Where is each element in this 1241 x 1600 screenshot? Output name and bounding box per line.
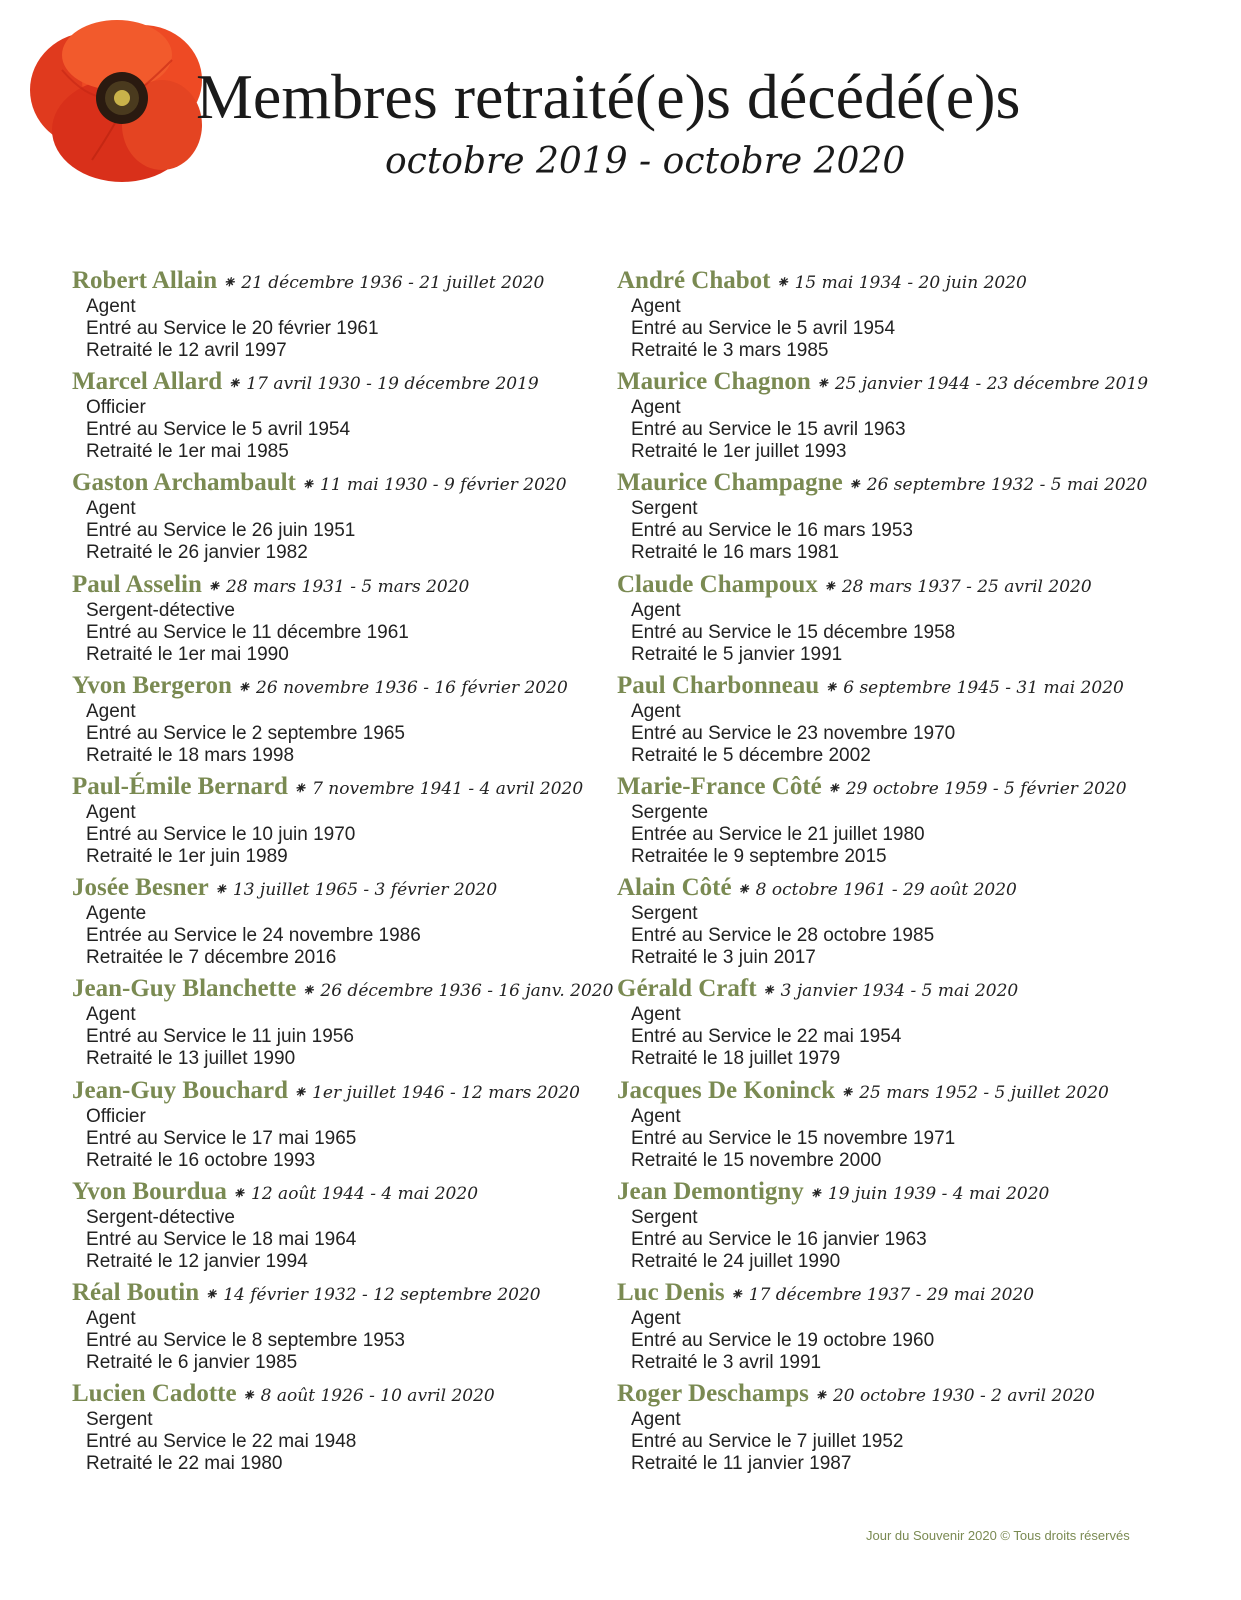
member-service-start: Entré au Service le 8 septembre 1953	[86, 1329, 405, 1351]
member-name: Jean-Guy Bouchard	[72, 1076, 289, 1104]
member-name: Jacques De Koninck	[617, 1076, 836, 1104]
member-service-start: Entré au Service le 16 mars 1953	[631, 520, 913, 542]
member-service-start: Entré au Service le 15 avril 1963	[631, 419, 906, 441]
member-name: Claude Champoux	[617, 570, 818, 598]
left-column	[72, 266, 642, 1480]
member-rank: Sergent	[86, 1409, 153, 1431]
member-header	[72, 570, 642, 600]
member-dates: ⁕ 26 décembre 1936 - 16 janv. 2020	[300, 981, 614, 1002]
member-entry	[617, 367, 1187, 468]
member-header	[72, 671, 642, 701]
member-rank: Agent	[631, 1409, 681, 1431]
member-entry	[72, 974, 642, 1075]
member-header	[72, 367, 642, 397]
member-rank: Sergente	[631, 801, 709, 823]
member-name: Marie-France Côté	[617, 772, 822, 800]
member-header	[72, 1177, 642, 1207]
page-title: Membres retraité(e)s décédé(e)s	[196, 61, 1021, 132]
member-entry	[72, 570, 642, 671]
member-rank: Agent	[86, 700, 136, 722]
member-service-start: Entré au Service le 15 novembre 1971	[631, 1127, 956, 1149]
member-retirement: Retraité le 16 mars 1981	[631, 542, 840, 564]
member-service-start: Entré au Service le 23 novembre 1970	[631, 722, 956, 744]
member-entry	[617, 1076, 1187, 1177]
member-entry	[617, 772, 1187, 873]
member-header	[72, 468, 642, 498]
member-entry	[617, 266, 1187, 367]
member-service-start: Entré au Service le 2 septembre 1965	[86, 722, 405, 744]
member-retirement: Retraité le 3 juin 2017	[631, 947, 816, 969]
page-subtitle: octobre 2019 - octobre 2020	[385, 141, 906, 182]
member-name: Yvon Bergeron	[72, 671, 232, 699]
member-dates: ⁕ 19 juin 1939 - 4 mai 2020	[808, 1183, 1050, 1204]
member-retirement: Retraité le 1er mai 1985	[86, 441, 289, 463]
member-dates: ⁕ 29 octobre 1959 - 5 février 2020	[826, 778, 1127, 799]
member-entry	[617, 873, 1187, 974]
member-dates: ⁕ 28 mars 1937 - 25 avril 2020	[822, 576, 1092, 597]
member-rank: Agent	[631, 1105, 681, 1127]
member-rank: Sergent	[631, 903, 698, 925]
member-dates: ⁕ 17 décembre 1937 - 29 mai 2020	[729, 1284, 1035, 1305]
member-rank: Agent	[86, 1307, 136, 1329]
member-rank: Officier	[86, 1105, 146, 1127]
member-entry	[617, 1278, 1187, 1379]
member-rank: Agent	[631, 1004, 681, 1026]
member-entry	[72, 266, 642, 367]
member-name: Gaston Archambault	[72, 469, 296, 497]
member-dates: ⁕ 6 septembre 1945 - 31 mai 2020	[823, 677, 1124, 698]
member-retirement: Retraité le 24 juillet 1990	[631, 1250, 841, 1272]
member-retirement: Retraité le 12 avril 1997	[86, 340, 287, 361]
member-name: Jean-Guy Blanchette	[72, 975, 297, 1003]
member-name: Paul Charbonneau	[617, 671, 820, 699]
member-retirement: Retraité le 13 juillet 1990	[86, 1048, 296, 1070]
member-name: Robert Allain	[72, 267, 218, 294]
member-dates: ⁕ 20 octobre 1930 - 2 avril 2020	[813, 1386, 1095, 1407]
member-name: Maurice Chagnon	[617, 368, 811, 396]
member-rank: Agente	[86, 903, 147, 925]
member-dates: ⁕ 11 mai 1930 - 9 février 2020	[300, 475, 567, 496]
member-retirement: Retraité le 3 avril 1991	[631, 1351, 822, 1373]
member-retirement: Retraité le 22 mai 1980	[86, 1453, 283, 1475]
member-name: Jean Demontigny	[617, 1177, 804, 1205]
member-entry	[617, 1379, 1187, 1480]
member-dates: ⁕ 25 mars 1952 - 5 juillet 2020	[839, 1082, 1109, 1103]
member-dates: ⁕ 26 novembre 1936 - 16 février 2020	[236, 677, 568, 698]
member-header	[617, 468, 1187, 498]
member-name: Paul Asselin	[72, 570, 202, 598]
member-header	[617, 873, 1187, 903]
member-service-start: Entré au Service le 20 février 1961	[86, 318, 379, 339]
member-retirement: Retraité le 26 janvier 1982	[86, 542, 308, 564]
member-header	[617, 974, 1187, 1004]
member-dates: ⁕ 26 septembre 1932 - 5 mai 2020	[847, 475, 1148, 496]
member-header	[72, 873, 642, 903]
member-dates: ⁕ 8 octobre 1961 - 29 août 2020	[736, 880, 1017, 901]
member-entry	[72, 468, 642, 569]
member-retirement: Retraité le 1er mai 1990	[86, 643, 289, 665]
member-rank: Sergent	[631, 1206, 698, 1228]
member-header	[617, 772, 1187, 802]
member-service-start: Entré au Service le 10 juin 1970	[86, 823, 356, 845]
member-entry	[72, 367, 642, 468]
member-rank: Agent	[631, 1307, 681, 1329]
member-header	[72, 1076, 642, 1106]
member-entry	[72, 1076, 642, 1177]
member-dates: ⁕ 7 novembre 1941 - 4 avril 2020	[292, 778, 584, 799]
member-service-start: Entré au Service le 22 mai 1954	[631, 1026, 902, 1048]
member-rank: Officier	[86, 397, 146, 419]
member-dates: ⁕ 8 août 1926 - 10 avril 2020	[241, 1386, 495, 1407]
member-rank: Agent	[631, 296, 681, 317]
member-service-start: Entrée au Service le 24 novembre 1986	[86, 925, 421, 947]
member-name: Roger Deschamps	[617, 1380, 809, 1408]
member-entry	[72, 1379, 642, 1480]
member-service-start: Entré au Service le 5 avril 1954	[86, 419, 351, 441]
member-service-start: Entré au Service le 11 juin 1956	[86, 1026, 354, 1048]
member-retirement: Retraité le 18 juillet 1979	[631, 1048, 841, 1070]
member-entry	[617, 1177, 1187, 1278]
member-header	[617, 1379, 1187, 1409]
member-rank: Agent	[631, 397, 681, 419]
member-service-start: Entré au Service le 19 octobre 1960	[631, 1329, 935, 1351]
member-retirement: Retraité le 11 janvier 1987	[631, 1453, 852, 1475]
member-name: Réal Boutin	[72, 1278, 200, 1306]
member-name: Lucien Cadotte	[72, 1380, 237, 1408]
member-retirement: Retraité le 5 décembre 2002	[631, 744, 871, 766]
member-entry	[72, 1278, 642, 1379]
member-service-start: Entré au Service le 17 mai 1965	[86, 1127, 357, 1149]
member-retirement: Retraité le 15 novembre 2000	[631, 1149, 882, 1171]
member-name: Marcel Allard	[72, 368, 223, 396]
member-name: Alain Côté	[617, 874, 732, 902]
member-retirement: Retraité le 6 janvier 1985	[86, 1351, 298, 1373]
member-entry	[617, 974, 1187, 1075]
member-name: Maurice Champagne	[617, 469, 843, 497]
member-header	[72, 1379, 642, 1409]
member-header	[617, 1076, 1187, 1106]
member-dates: ⁕ 1er juillet 1946 - 12 mars 2020	[292, 1082, 580, 1103]
member-name: Yvon Bourdua	[72, 1177, 227, 1205]
member-entry	[72, 1177, 642, 1278]
member-retirement: Retraité le 16 octobre 1993	[86, 1149, 316, 1171]
right-column	[617, 266, 1187, 1480]
member-retirement: Retraité le 1er juillet 1993	[631, 441, 847, 463]
poppy-flower-image	[22, 10, 222, 190]
member-entry	[72, 671, 642, 772]
member-dates: ⁕ 15 mai 1934 - 20 juin 2020	[774, 273, 1027, 293]
member-name: Paul-Émile Bernard	[72, 772, 288, 800]
member-rank: Agent	[86, 1004, 136, 1026]
member-name: Gérald Craft	[617, 975, 757, 1003]
member-service-start: Entré au Service le 26 juin 1951	[86, 520, 356, 542]
member-dates: ⁕ 12 août 1944 - 4 mai 2020	[231, 1183, 479, 1204]
member-service-start: Entré au Service le 28 octobre 1985	[631, 925, 935, 947]
member-header	[617, 1278, 1187, 1308]
member-rank: Agent	[86, 296, 136, 317]
member-header	[617, 570, 1187, 600]
member-header	[72, 1278, 642, 1308]
member-header	[617, 1177, 1187, 1207]
member-header	[72, 974, 642, 1004]
member-rank: Agent	[86, 801, 136, 823]
member-service-start: Entré au Service le 5 avril 1954	[631, 318, 896, 339]
member-dates: ⁕ 13 juillet 1965 - 3 février 2020	[213, 880, 498, 901]
member-name: André Chabot	[617, 267, 771, 294]
member-retirement: Retraité le 12 janvier 1994	[86, 1250, 308, 1272]
member-dates: ⁕ 14 février 1932 - 12 septembre 2020	[203, 1284, 541, 1305]
member-entry	[72, 772, 642, 873]
member-entry	[72, 873, 642, 974]
member-retirement: Retraité le 18 mars 1998	[86, 744, 295, 766]
member-rank: Agent	[631, 700, 681, 722]
member-name: Luc Denis	[617, 1278, 725, 1306]
member-header	[72, 772, 642, 802]
member-retirement: Retraitée le 7 décembre 2016	[86, 947, 337, 969]
member-dates: ⁕ 28 mars 1931 - 5 mars 2020	[206, 576, 470, 597]
member-dates: ⁕ 21 décembre 1936 - 21 juillet 2020	[221, 273, 545, 293]
member-service-start: Entré au Service le 15 décembre 1958	[631, 621, 956, 643]
member-header	[617, 266, 1187, 296]
member-service-start: Entré au Service le 11 décembre 1961	[86, 621, 409, 643]
member-name: Josée Besner	[72, 874, 209, 902]
member-rank: Sergent	[631, 498, 698, 520]
member-dates: ⁕ 25 janvier 1944 - 23 décembre 2019	[815, 374, 1149, 395]
member-service-start: Entré au Service le 7 juillet 1952	[631, 1431, 904, 1453]
member-dates: ⁕ 17 avril 1930 - 19 décembre 2019	[226, 374, 539, 395]
member-retirement: Retraité le 5 janvier 1991	[631, 643, 843, 665]
member-service-start: Entré au Service le 22 mai 1948	[86, 1431, 357, 1453]
member-entry	[617, 570, 1187, 671]
member-header	[72, 266, 642, 296]
member-header	[617, 671, 1187, 701]
member-rank: Agent	[86, 498, 136, 520]
member-header	[617, 367, 1187, 397]
member-service-start: Entré au Service le 16 janvier 1963	[631, 1228, 927, 1250]
member-service-start: Entrée au Service le 21 juillet 1980	[631, 823, 925, 845]
member-retirement: Retraité le 1er juin 1989	[86, 845, 288, 867]
footer-copyright: Jour du Souvenir 2020 © Tous droits réservés	[866, 1528, 1130, 1543]
member-dates: ⁕ 3 janvier 1934 - 5 mai 2020	[761, 981, 1019, 1002]
member-retirement: Retraitée le 9 septembre 2015	[631, 845, 887, 867]
member-service-start: Entré au Service le 18 mai 1964	[86, 1228, 357, 1250]
member-rank: Sergent-détective	[86, 1206, 235, 1228]
member-retirement: Retraité le 3 mars 1985	[631, 340, 829, 361]
member-entry	[617, 671, 1187, 772]
member-entry	[617, 468, 1187, 569]
member-rank: Sergent-détective	[86, 599, 235, 621]
member-rank: Agent	[631, 599, 681, 621]
